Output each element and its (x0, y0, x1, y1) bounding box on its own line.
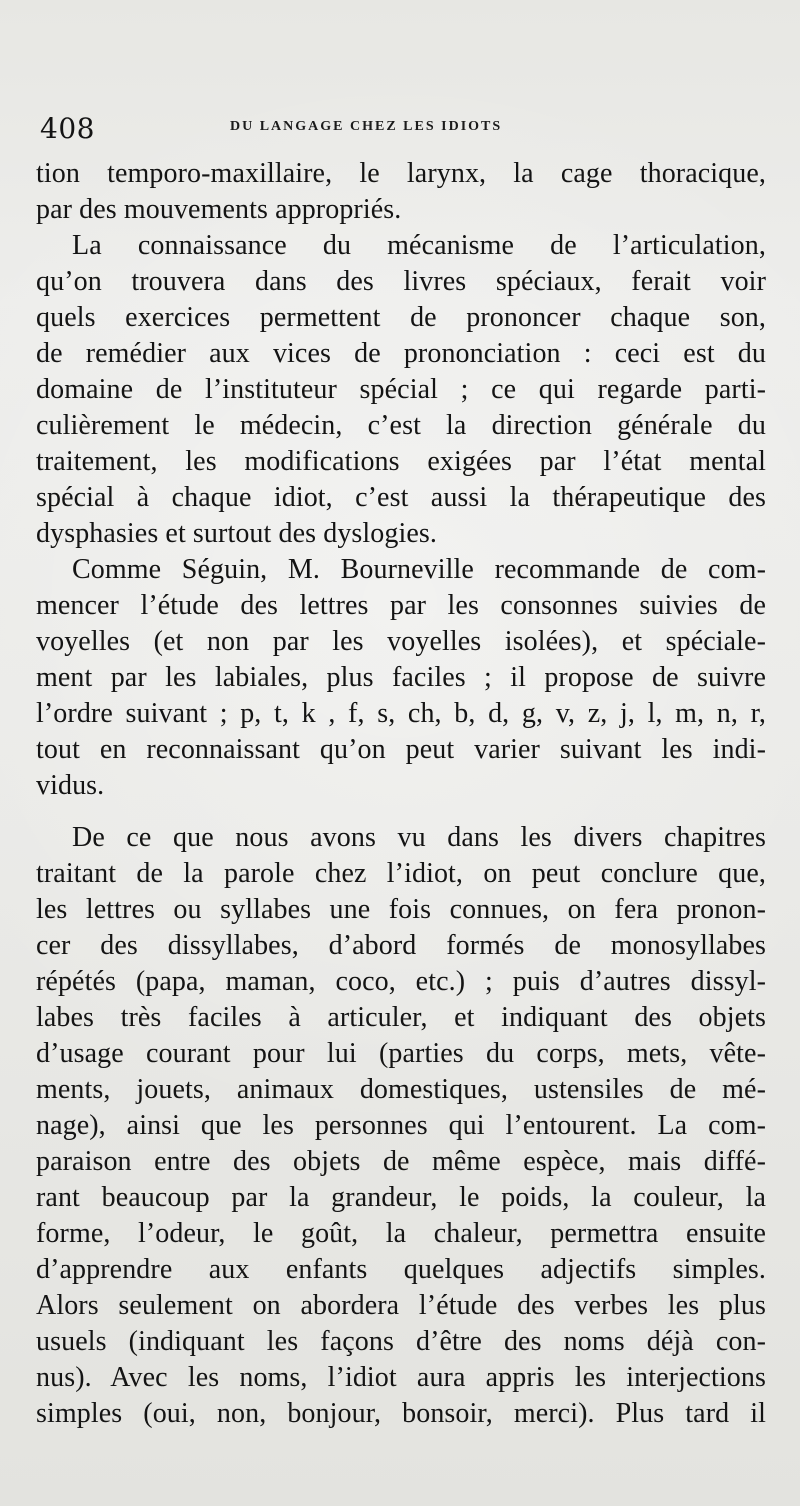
text-line: dysphasies et surtout des dyslogies. (36, 518, 438, 549)
body-text (36, 156, 766, 1476)
text-line: quels exercices permettent de prononcer chaque son, (36, 302, 766, 333)
text-line: d’usage courant pour lui (parties du corps, mets, vête- (36, 1038, 766, 1069)
text-line: nus). Avec les noms, l’idiot aura appris les interjections (36, 1362, 766, 1393)
text-line: mencer l’étude des lettres par les consonnes suivies de (36, 590, 766, 621)
text-line: cer des dissyllabes, d’abord formés de monosyllabes (36, 930, 766, 961)
text-line: par des mouvements appropriés. (36, 194, 402, 225)
text-line: rant beaucoup par la grandeur, le poids, la couleur, la (36, 1182, 766, 1213)
text-line: qu’on trouvera dans des livres spéciaux, ferait voir (36, 266, 766, 297)
text-line: traitement, les modifications exigées par l’état mental (36, 446, 766, 477)
text-line: ments, jouets, animaux domestiques, ustensiles de mé- (36, 1074, 766, 1105)
text-line: ment par les labiales, plus faciles ; il propose de suivre (36, 662, 766, 693)
text-line: l’ordre suivant ; p, t, k , f, s, ch, b, d, g, v, z, j, l, m, n, r, (36, 698, 766, 729)
text-line: Alors seulement on abordera l’étude des verbes les plus (36, 1290, 766, 1321)
text-line: répétés (papa, maman, coco, etc.) ; puis d’autres dissyl- (36, 966, 766, 997)
text-line: d’apprendre aux enfants quelques adjectifs simples. (36, 1254, 766, 1285)
page-number: 408 (40, 112, 95, 145)
text-line: tout en reconnaissant qu’on peut varier suivant les indi- (36, 734, 766, 765)
text-line: culièrement le médecin, c’est la direction générale du (36, 410, 766, 441)
text-line: tion temporo-maxillaire, le larynx, la cage thoracique, (36, 158, 766, 189)
text-line: spécial à chaque idiot, c’est aussi la thérapeutique des (36, 482, 766, 513)
text-line: les lettres ou syllabes une fois connues, on fera pronon- (36, 894, 766, 925)
text-line: La connaissance du mécanisme de l’articulation, (72, 230, 766, 261)
text-line: usuels (indiquant les façons d’être des noms déjà con- (36, 1326, 766, 1357)
page-header (0, 112, 800, 148)
text-line: labes très faciles à articuler, et indiquant des objets (36, 1002, 766, 1033)
text-line: de remédier aux vices de prononciation : ceci est du (36, 338, 766, 369)
text-line: paraison entre des objets de même espèce, mais diffé- (36, 1146, 766, 1177)
text-line: simples (oui, non, bonjour, bonsoir, merci). Plus tard il (36, 1398, 766, 1429)
text-line: vidus. (36, 770, 105, 801)
text-line: domaine de l’instituteur spécial ; ce qui regarde parti- (36, 374, 766, 405)
text-line: traitant de la parole chez l’idiot, on peut conclure que, (36, 858, 766, 889)
text-line: forme, l’odeur, le goût, la chaleur, permettra ensuite (36, 1218, 766, 1249)
text-line: nage), ainsi que les personnes qui l’entourent. La com- (36, 1110, 766, 1141)
running-title: DU LANGAGE CHEZ LES IDIOTS (230, 119, 503, 134)
text-line: De ce que nous avons vu dans les divers chapitres (72, 822, 766, 853)
text-line: Comme Séguin, M. Bourneville recommande de com- (72, 554, 766, 585)
text-line: voyelles (et non par les voyelles isolées), et spéciale- (36, 626, 766, 657)
